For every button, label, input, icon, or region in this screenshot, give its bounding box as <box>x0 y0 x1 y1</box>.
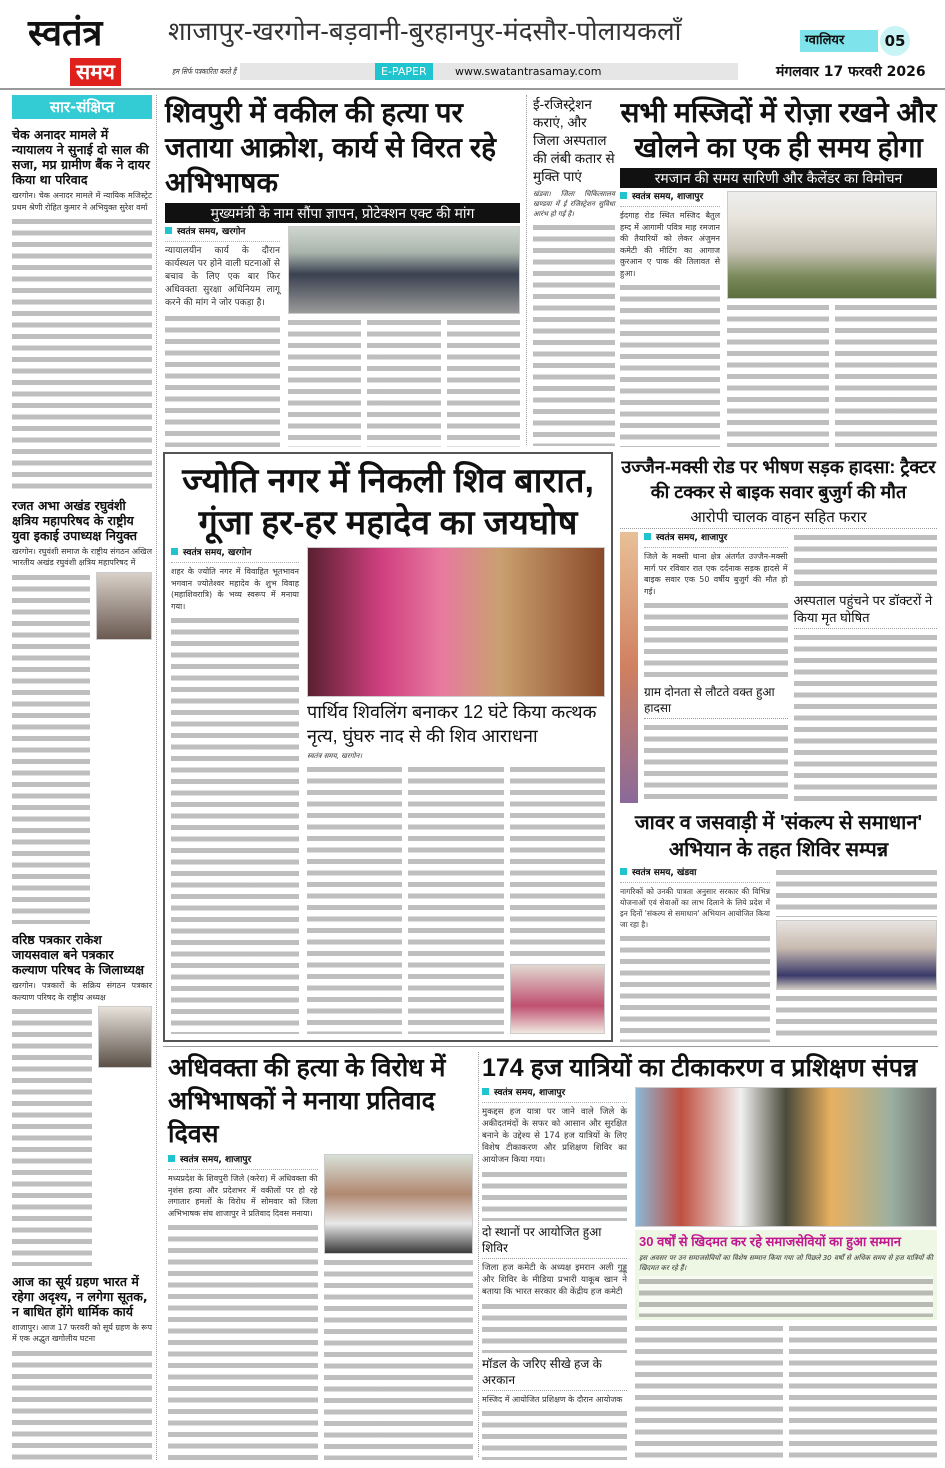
story-body <box>165 313 280 447</box>
byline: स्वतंत्र समय, खरगोन <box>165 226 280 242</box>
story-body <box>12 572 90 925</box>
story-lead: शाजापुर। आज 17 फरवरी को सूर्य ग्रहण के रूप में एक अद्भुत खगोलीय घटना <box>12 1322 152 1344</box>
byline: स्वतंत्र समय, शाजापुर <box>168 1154 318 1170</box>
brief-lead: खंडवा। जिला चिकित्सालय खण्डवा में ई रजिस्ट्रेशन सुविधा आरंभ हो गई है। <box>533 190 615 218</box>
sidebar-title: सार-संक्षिप्त <box>12 95 152 119</box>
honour-box-lead: इस अवसर पर उन समाजसेवियों का विशेष सम्मान किया गया जो पिछले 30 वर्षों से अधिक समय से हज यात्रियों की खिदमत कर रहे हैं। <box>639 1254 933 1272</box>
story-body <box>639 1276 933 1317</box>
tagline-text: हम सिर्फ पत्रकारिता करते हैं <box>172 67 237 76</box>
story-body <box>835 302 937 447</box>
shiv-sub-headline[interactable]: पार्थिव शिवलिंग बनाकर 12 घंटे किया कत्थक नृत्य, घुंघरु नाद से की शिव आराधना <box>307 702 597 746</box>
sidebar-divider <box>156 95 157 1460</box>
top-story-strap: मुख्यमंत्री के नाम सौंपा ज्ञापन, प्रोटेक्शन एक्ट की मांग <box>165 203 520 223</box>
story-body <box>12 1348 152 1460</box>
story-body <box>171 615 299 1034</box>
byline: स्वतंत्र समय, खंडवा <box>620 867 770 883</box>
page-number: 05 <box>880 26 910 56</box>
shiv-barat-photo <box>307 547 605 697</box>
edition-badge <box>800 30 878 52</box>
haj-story-lead: मुकद्दस हज यात्रा पर जाने वाले जिले के अकीदतमंदों के सफर को आसान और सुरक्षित बनाने के उद्देश्य से 174 हज यात्रियों के लिए विशेष टीकाकरण और प्रशिक्षण शिविर का आयोजन किया गया। <box>482 1107 627 1165</box>
mosque-story-strap: रमजान की समय सारिणी और कैलेंडर का विमोचन <box>620 168 937 188</box>
byline: स्वतंत्र समय, खरगोन <box>171 547 299 563</box>
sidebar-story[interactable] <box>12 127 152 490</box>
story-body <box>635 1323 783 1460</box>
haj-story-headline[interactable]: 174 हज यात्रियों का टीकाकरण व प्रशिक्षण संपन्न <box>482 1054 918 1082</box>
byline: स्वतंत्र समय, शाजापुर <box>644 532 788 548</box>
website-link[interactable]: www.swatantrasamay.com <box>455 65 602 78</box>
epaper-bar <box>240 63 738 80</box>
ujjain-story-lead: जिले के मक्सी थाना क्षेत्र अंतर्गत उज्जैन-मक्सी मार्ग पर रविवार रात एक दर्दनाक सड़क हादसे में बाइक सवार एक 50 वर्षीय बुजुर्ग की मौत हो गई। <box>644 552 788 596</box>
mosque-story <box>620 95 937 447</box>
right-column <box>620 455 937 1042</box>
side-brief <box>533 96 615 446</box>
story-body <box>12 216 152 490</box>
dance-photo <box>510 964 605 1034</box>
shiv-story-lead: शहर के ज्योति नगर में विवाहित भूतभावन भगवान ज्योतेश्वर महादेव के शुभ विवाह (महाशिवरात्रि) के भव्य स्वरूप में मनाया गया। <box>171 567 299 611</box>
issue-date-text: मंगलवार 17 फरवरी 2026 <box>776 64 926 80</box>
byline: स्वतंत्र समय, शाजापुर <box>620 191 720 207</box>
issue-date <box>776 62 938 82</box>
shiv-story-headline[interactable]: ज्योति नगर में निकली शिव बारात, गूंजा हर-हर महादेव का जयघोष <box>182 462 594 542</box>
story-body <box>644 600 788 681</box>
epaper-label: E-PAPER <box>375 63 433 80</box>
haj-sub-lead: जिला हज कमेटी के अध्यक्ष इमरान अली गुड्डू और शिविर के मीडिया प्रभारी याकूब खान ने बताया कि भारत सरकार की केंद्रीय हज कमेटी <box>482 1262 627 1297</box>
regions-title <box>168 14 783 48</box>
sidebar <box>12 95 152 1460</box>
story-body <box>482 1301 627 1353</box>
story-lead: खरगोन। पत्रकारों के सक्रिय संगठन पत्रकार कल्याण परिषद के राष्ट्रीय अध्यक्ष <box>12 981 152 1002</box>
story-body <box>367 317 440 447</box>
story-body <box>12 1006 92 1265</box>
haj-subhead: मॉडल के जरिए सीखे हज के अरकान <box>482 1356 627 1391</box>
story-body <box>620 933 770 1042</box>
jawar-story-lead: नागरिकों को उनकी पात्रता अनुसार सरकार की विभिन्न योजनाओं एवं सेवाओं का लाभ दिलाने के लिये प्रदेश में इन दिनों 'संकल्प से समाधान' अभियान आयोजित किया जा रहा है। <box>620 887 770 930</box>
story-body <box>620 282 720 447</box>
advocate-story-headline[interactable]: अधिवक्ता की हत्या के विरोध में अभिभाषकों ने मनाया प्रतिवाद दिवस <box>168 1054 446 1148</box>
edition-name: ग्वालियर <box>805 33 845 48</box>
person-photo <box>98 1006 152 1068</box>
shiv-sub-byline: स्वतंत्र समय, खरगोन। <box>307 752 363 760</box>
story-lead: खरगोन। चेक अनादर मामले में न्यायिक मजिस्ट्रेट प्रथम श्रेणी रोहित कुमार ने अभियुक्त सुरेश वर्मा <box>12 191 152 212</box>
haj-vaccination-photo <box>635 1087 937 1227</box>
story-lead: खरगोन। रघुवंशी समाज के राष्ट्रीय संगठन अखिल भारतीय अखंड रघुवंशी क्षत्रिय महापरिषद में <box>12 546 152 568</box>
story-body <box>794 632 938 803</box>
story-body <box>789 1323 937 1460</box>
story-body <box>533 222 615 446</box>
story-body <box>408 764 503 1034</box>
advocate-story-lead: मध्यप्रदेश के शिवपुरी जिले (करेरा) में अधिवक्ता की नृशंस हत्या और प्रदेशभर में वकीलों पर हो रहे लगातार हमलों के विरोध में सोमवार को जिला अभिभाषक संघ शाजापुर ने प्रतिवाद दिवस मनाया। <box>168 1174 318 1218</box>
story-body <box>447 317 520 447</box>
ujjain-story-strap: आरोपी चालक वाहन सहित फरार <box>620 508 937 529</box>
story-body <box>776 867 937 916</box>
story-body <box>307 764 402 1034</box>
story-headline: चेक अनादर मामले में न्यायालय ने सुनाई दो साल की सजा, मप्र ग्रामीण बैंक ने दायर किया था परिवाद <box>12 127 151 187</box>
jawar-story-headline[interactable]: जावर व जसवाड़ी में 'संकल्प से समाधान' अभियान के तहत शिविर सम्पन्न <box>634 812 923 862</box>
camp-photo <box>776 920 937 990</box>
story-headline: वरिष्ठ पत्रकार राकेश जायसवाल बने पत्रकार कल्याण परिषद के जिलाध्यक्ष <box>12 932 144 978</box>
story-body <box>482 1169 627 1221</box>
regions-title-text: शाजापुर-खरगोन-बड़वानी-बुरहानपुर-मंदसौर-पोलायकलॉं <box>168 16 682 46</box>
logo-top: स्वतंत्र <box>28 13 103 54</box>
mosque-story-lead: ईदगाह रोड स्थित मस्जिद बैतुल हम्द में आगामी पवित्र माह रमजान की तैयारियों को लेकर अंजुमन कमेटी की मीटिंग का आगाज क़ुरआन ए पाक की तिलावत से हुआ। <box>620 211 720 278</box>
haj-sub-lead: मस्जिद में आयोजित प्रशिक्षण के दौरान आयोजक <box>482 1394 623 1404</box>
story-body <box>776 993 937 1042</box>
column-divider <box>478 1052 479 1457</box>
tagline <box>172 66 236 78</box>
logo-bottom: समय <box>70 58 121 86</box>
brief-headline[interactable]: ई-रजिस्ट्रेशन कराएं, और जिला अस्पताल की लंबी कतार से मुक्ति पाएं <box>533 97 615 184</box>
story-body <box>794 532 938 589</box>
story-body <box>510 764 605 961</box>
ujjain-subhead: अस्पताल पहुंचने पर डॉक्टरों ने किया मृत घोषित <box>794 592 938 629</box>
top-story <box>165 95 520 447</box>
lawyers-protest-photo <box>288 226 520 314</box>
column-divider <box>526 95 527 445</box>
sidebar-story[interactable] <box>12 498 152 925</box>
story-headline: रजत अभा अखंड रघुवंशी क्षत्रिय महापरिषद के राष्ट्रीय युवा इकाई उपाध्यक्ष नियुक्त <box>12 497 137 543</box>
ujjain-subhead: ग्राम दोनता से लौटते वक्त हुआ हादसा <box>644 684 788 719</box>
masthead-divider <box>0 88 945 90</box>
haj-story <box>482 1052 937 1460</box>
person-photo <box>96 572 152 640</box>
honour-box-headline: 30 वर्षों से खिदमत कर रहे समाजसेवियों का हुआ सम्मान <box>639 1234 901 1249</box>
calendar-release-photo <box>727 191 937 299</box>
section-divider <box>163 1046 938 1047</box>
top-story-lead: न्यायालयीन कार्य के दौरान कार्यस्थल पर होने वाली घटनाओं से बचाव के लिए एक बार फिर अधिवक्ता सुरक्षा अधिनियम लागू करने की मांग ने जोर पकड़ा है। <box>165 246 280 308</box>
sidebar-story[interactable] <box>12 932 152 1265</box>
story-body <box>644 722 788 803</box>
story-body <box>482 1408 627 1460</box>
accident-photo <box>620 532 638 803</box>
advocate-story <box>168 1052 473 1460</box>
story-headline: आज का सूर्य ग्रहण भारत में रहेगा अदृश्य, न लगेगा सूतक, न बाधित होंगे धार्मिक कार्य <box>12 1273 148 1319</box>
byline: स्वतंत्र समय, शाजापुर <box>482 1087 627 1103</box>
honour-box <box>635 1230 937 1320</box>
story-body <box>168 1222 318 1460</box>
top-story-headline[interactable]: शिवपुरी में वकील की हत्या पर जताया आक्रोश, कार्य से विरत रहे अभिभाषक <box>165 97 497 198</box>
mosque-story-headline[interactable]: सभी मस्जिदों में रोज़ा रखने और खोलने का एक ही समय होगा <box>620 97 937 163</box>
advocates-photo <box>324 1154 474 1254</box>
shiv-story-box <box>163 452 613 1042</box>
story-body <box>727 302 829 447</box>
story-body <box>324 1257 474 1460</box>
sidebar-story[interactable] <box>12 1274 152 1460</box>
ujjain-story-headline[interactable]: उज्जैन-मक्सी रोड पर भीषण सड़क हादसा: ट्रैक्टर की टक्कर से बाइक सवार बुजुर्ग की मौत <box>621 457 936 502</box>
haj-subhead: दो स्थानों पर आयोजित हुआ शिविर <box>482 1224 627 1259</box>
story-body <box>288 317 361 447</box>
